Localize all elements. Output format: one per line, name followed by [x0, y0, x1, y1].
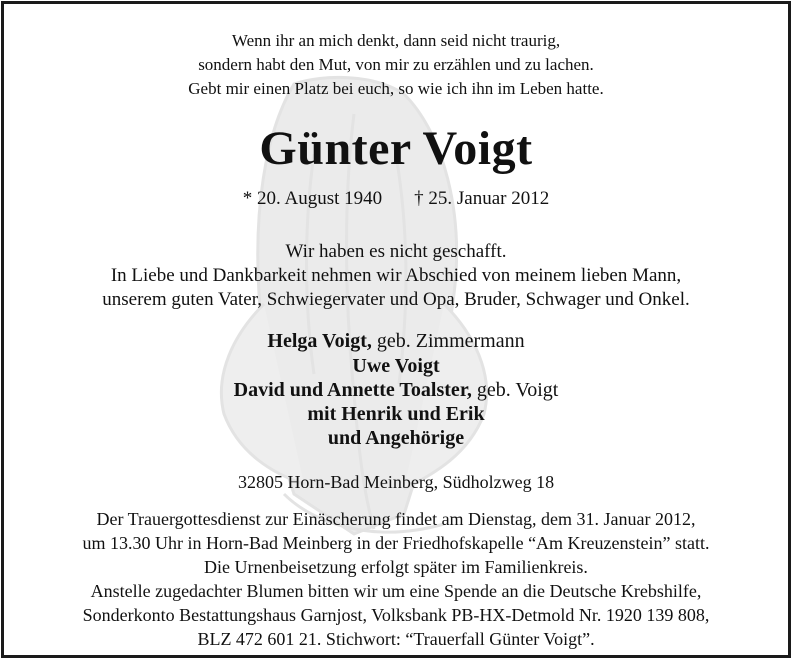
family-note: geb. Zimmermann: [371, 330, 525, 352]
farewell-line: Wir haben es nicht geschafft.: [285, 241, 507, 262]
family-name: Helga Voigt,: [267, 330, 372, 352]
service-line: Sonderkonto Bestattungshaus Garnjost, Volksbank PB-HX-Detmold Nr. 1920 139 808,: [82, 605, 710, 625]
service-line: Der Trauergottesdienst zur Einäscherung findet am Dienstag, dem 31. Januar 2012,: [96, 509, 696, 529]
poem-line: sondern habt den Mut, von mir zu erzählen und zu lachen.: [198, 55, 594, 74]
farewell-line: unserem guten Vater, Schwiegervater und Opa, Bruder, Schwager und Onkel.: [102, 289, 690, 310]
address: 32805 Horn-Bad Meinberg, Südholzweg 18: [237, 472, 555, 492]
family-member: [4, 379, 788, 402]
family-name: David und Annette Toalster,: [233, 379, 472, 401]
family-member: [4, 330, 788, 353]
service-line: um 13.30 Uhr in Horn-Bad Meinberg in der Friedhofskapelle “Am Kreuzenstein” statt.: [82, 533, 710, 553]
service-line: BLZ 472 601 21. Stichwort: “Trauerfall Günter Voigt”.: [197, 629, 595, 649]
family-note: geb. Voigt: [471, 379, 559, 401]
death-date: † 25. Januar 2012: [414, 188, 550, 209]
farewell-line: In Liebe und Dankbarkeit nehmen wir Abschied von meinem lieben Mann,: [110, 265, 682, 286]
poem-line: Wenn ihr an mich denkt, dann seid nicht traurig,: [231, 31, 561, 50]
birth-date: * 20. August 1940: [242, 188, 383, 209]
service-line: Die Urnenbeisetzung erfolgt später im Familienkreis.: [204, 557, 588, 577]
life-dates: [4, 188, 788, 210]
service-line: Anstelle zugedachter Blumen bitten wir um eine Spende an die Deutsche Krebshilfe,: [90, 581, 702, 601]
poem-line: Gebt mir einen Platz bei euch, so wie ich ihn im Leben hatte.: [188, 79, 604, 98]
obituary-frame: [1, 1, 791, 658]
family-member: mit Henrik und Erik: [307, 403, 485, 425]
deceased-name: Günter Voigt: [259, 122, 533, 175]
family-member: und Angehörige: [327, 427, 465, 449]
family-member: Uwe Voigt: [352, 355, 440, 377]
